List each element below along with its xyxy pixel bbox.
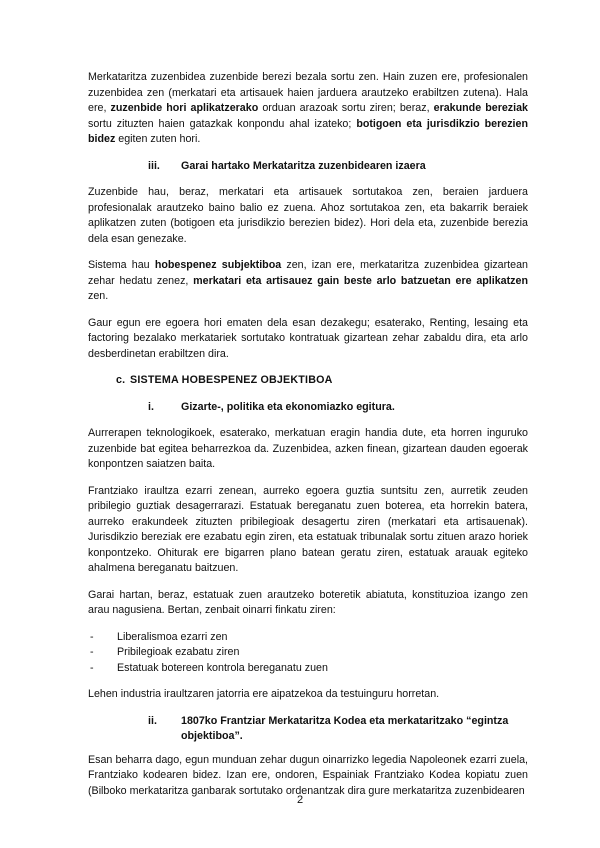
text-run: zen, izan ere, merkataritza zuzenbidea gizartean zehar hedatu zenez, bbox=[88, 259, 528, 287]
bold-text: merkatari eta artisauez gain beste arlo batzuetan ere aplikatzen bbox=[193, 274, 528, 287]
heading-text: Garai hartako Merkataritza zuzenbidearen izaera bbox=[181, 159, 426, 172]
dash-marker: - bbox=[90, 630, 94, 643]
paragraph: Gaur egun ere egoera hori ematen dela esan dezakegu; esaterako, Renting, lesaing eta factoring bezalako merkatariek sortutako kontratuak gizartean zehar zabaldu dira, eta arlo desberdinetan erabiltzen dira. bbox=[88, 316, 528, 360]
dash-marker: - bbox=[90, 646, 94, 658]
section-heading-iii bbox=[88, 159, 528, 175]
heading-number: c. bbox=[116, 374, 126, 386]
heading-text: Gizarte-, politika eta ekonomiazko egitura. bbox=[181, 400, 395, 413]
paragraph: Garai hartan, beraz, estatuak zuen arautzeko boteretik abiatuta, konstituzioa izango zen arau nagusiena. Bertan, zenbait oinarri finkatu ziren: bbox=[88, 588, 528, 616]
text-run: Merkataritza zuzenbidea zuzenbide berezi bezala sortu zen. Hain zuzen ere, profesionalen zuzenbidea zen (merkatari eta artisauek haien jarduera arautzeko erabiltzen zutena). Hala ere, bbox=[88, 71, 528, 114]
paragraph: Aurrerapen teknologikoek, esaterako, merkatuan eragin handia dute, eta horren inguruko zuzenbide bat egitea beharrezkoa da. Zuzenbidea, azken finean, gizartean dauden egoerak konpontzen saiatzen baita. bbox=[88, 427, 528, 470]
bullet-list bbox=[88, 630, 528, 677]
list-item-text: Pribilegioak ezabatu ziren bbox=[117, 646, 240, 658]
text-run: zen. bbox=[88, 290, 109, 302]
paragraph bbox=[88, 70, 528, 148]
bold-text: botigoen eta jurisdikzio berezien bidez bbox=[88, 117, 528, 145]
section-heading-c bbox=[88, 373, 528, 389]
paragraph: Frantziako iraultza ezarri zenean, aurreko egoera guztia suntsitu zen, aurretik zeuden pribilegio guztiak desagerrarazi. Estatuak bereganatu zuen boterea, eta horrekin batera, aurreko erakundeek zituzten pribilegioak desagertu ziren (merkatari eta artisauenak). Jurisdikzio bereziak ere ezabatu egin ziren, eta estatuak tribunalak sortu zituen arazo horiek konpontzeko. Ohiturak ere bigarren plano batean geratu ziren, estatuak arauak egiteko ahalmena bereganatu baitzuen. bbox=[88, 484, 528, 574]
heading-text: SISTEMA HOBESPENEZ OBJEKTIBOA bbox=[130, 374, 333, 386]
page-number: 2 bbox=[296, 794, 304, 806]
page-content bbox=[88, 70, 528, 810]
list-item-text: Liberalismoa ezarri zen bbox=[117, 630, 228, 643]
paragraph: Esan beharra dago, egun munduan zehar dugun oinarrizko legedia Napoleonek ezarri zuela, Frantziako kodearen bidez. Izan ere, ondoren, Espainiak Frantziako Kodea kopiatu zuen (Bilboko merkataritza ganbarak sortutako ordenantzak dira gure merkataritza zuzenbidearen bbox=[88, 753, 528, 797]
heading-text: 1807ko Frantziar Merkataritza Kodea eta merkataritzako “egintza objektiboa”. bbox=[181, 714, 509, 742]
list-item-text: Estatuak botereen kontrola bereganatu zuen bbox=[117, 661, 328, 674]
text-run: Sistema hau bbox=[88, 259, 155, 271]
bold-text: erakunde bereziak bbox=[433, 102, 529, 114]
text-run: orduan arazoak sortu ziren; beraz, bbox=[258, 102, 434, 114]
bold-text: hobespenez subjektiboa bbox=[154, 259, 282, 271]
paragraph: Lehen industria iraultzaren jatorria ere aipatzekoa da testuinguru horretan. bbox=[88, 688, 440, 700]
heading-number: iii. bbox=[148, 159, 160, 172]
list-item bbox=[88, 661, 528, 677]
section-heading-i bbox=[88, 400, 528, 416]
list-item bbox=[88, 645, 528, 661]
text-run: sortu zituzten haien gatazkak konpondu ahal izateko; bbox=[88, 117, 357, 130]
dash-marker: - bbox=[90, 661, 94, 674]
bold-text: zuzenbide hori aplikatzerako bbox=[110, 102, 259, 114]
list-item bbox=[88, 630, 528, 646]
text-run: egiten zuten hori. bbox=[115, 133, 201, 145]
heading-number: ii. bbox=[148, 714, 157, 727]
paragraph bbox=[88, 258, 528, 305]
paragraph: Zuzenbide hau, beraz, merkatari eta artisauek sortutakoa zen, beraien jarduera profesionalak arautzeko baino balio ez zuena. Ahoz sortutakoa zen, eta bakarrik beraiek aplikatzen zuten (botigoen eta jurisdikzio berezien bidez). Hori dela eta, zuzenbide berezia dela esan genezake. bbox=[88, 186, 528, 245]
section-heading-ii bbox=[88, 714, 528, 745]
heading-number: i. bbox=[148, 400, 154, 413]
